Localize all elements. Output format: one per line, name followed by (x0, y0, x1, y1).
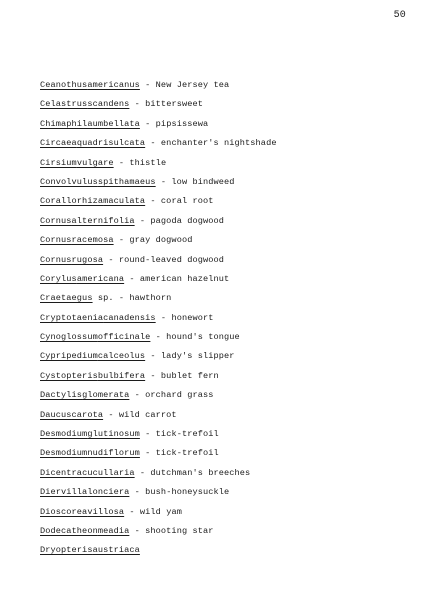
common-name: - shooting star (129, 525, 214, 536)
common-name: - enchanter's nightshade (145, 138, 277, 149)
genus-name: Cystopteris (40, 370, 98, 381)
plant-entry (40, 425, 422, 444)
common-name: - lady's slipper (145, 351, 235, 362)
species-name: quadrisulcata (76, 138, 146, 149)
common-name: - bush-honeysuckle (129, 487, 230, 498)
genus-name: Dodecatheon (40, 525, 98, 536)
plant-entry (40, 76, 422, 95)
genus-name: Cornus (40, 254, 72, 265)
genus-name: Corallorhiza (40, 196, 104, 207)
common-name: - orchard grass (129, 390, 214, 401)
common-name: - low bindweed (155, 176, 235, 187)
species-name: austriaca (92, 545, 140, 556)
genus-name: Corylus (40, 273, 77, 284)
common-name: - hound's tongue (150, 332, 240, 343)
common-name: - pipsissewa (139, 118, 209, 129)
species-name: umbellata (92, 118, 140, 129)
plant-entry (40, 483, 422, 502)
species-name: alternifolia (71, 215, 135, 226)
species-name: calceolus (97, 351, 146, 362)
plant-entry (40, 289, 422, 308)
common-name: - pagoda dogwood (134, 215, 225, 226)
species-name: officinale (97, 332, 151, 343)
plant-entry (40, 134, 422, 153)
common-name: - coral root (145, 196, 214, 207)
species-name: villosa (87, 506, 125, 517)
genus-name: Dryopteris (40, 545, 93, 556)
species-name: glomerata (82, 390, 130, 401)
page-number: 50 (393, 10, 406, 21)
genus-name: Celastrus (40, 99, 88, 110)
genus-name: Convolvulus (40, 176, 98, 187)
genus-name: Dicentra (40, 467, 83, 478)
plant-entry (40, 444, 422, 463)
plant-entry (40, 386, 422, 405)
species-name: lonciera (87, 487, 130, 498)
genus-name: Chimaphila (40, 118, 93, 129)
plant-entry (40, 192, 422, 211)
genus-name: Cornus (40, 215, 72, 226)
plant-entry (40, 503, 422, 522)
species-name: canadensis (103, 312, 156, 323)
common-name: - wild yam (124, 506, 182, 517)
species-name: nudiflorum (87, 448, 140, 459)
species-name: glutinosum (87, 429, 140, 440)
species-name: meadia (97, 525, 130, 536)
plant-entry (40, 406, 422, 425)
species-name: vulgare (76, 157, 114, 168)
genus-name: Cypripedium (40, 351, 98, 362)
species-name: americana (76, 273, 125, 284)
common-name: - wild carrot (103, 409, 177, 420)
genus-name: Ceanothus (40, 80, 88, 90)
species-name: spithamaeus (97, 176, 156, 187)
genus-name: Dioscorea (40, 506, 88, 517)
species-name: carota (71, 409, 104, 420)
plant-entry (40, 367, 422, 386)
plant-entry (40, 522, 422, 541)
plant-entry (40, 541, 422, 560)
common-name: - honewort (155, 312, 214, 323)
plant-entry (40, 464, 422, 483)
genus-name: Cryptotaenia (40, 312, 104, 323)
plant-entry (40, 95, 422, 114)
genus-name: Desmodium (40, 448, 88, 459)
species-name: bulbifera (97, 370, 146, 381)
species-name: cucullaria (82, 467, 135, 478)
plant-entry (40, 231, 422, 250)
species-name: scandens (87, 99, 130, 110)
common-name: - bublet fern (145, 370, 219, 381)
plant-entry (40, 115, 422, 134)
plant-entry (40, 154, 422, 173)
plant-list (40, 76, 422, 561)
plant-entry (40, 173, 422, 192)
common-name: sp. - hawthorn (92, 293, 172, 304)
genus-name: Circaea (40, 138, 77, 149)
species-name: rugosa (71, 254, 104, 265)
genus-name: Cynoglossum (40, 332, 98, 343)
plant-entry (40, 347, 422, 366)
genus-name: Daucus (40, 409, 72, 420)
plant-entry (40, 328, 422, 347)
plant-entry (40, 212, 422, 231)
common-name: - tick-trefoil (139, 448, 219, 459)
plant-entry (40, 270, 422, 289)
plant-entry (40, 309, 422, 328)
common-name: - gray dogwood (113, 235, 193, 246)
genus-name: Desmodium (40, 429, 88, 440)
common-name: - bittersweet (129, 99, 203, 110)
common-name: - tick-trefoil (139, 429, 219, 440)
genus-name: Cornus (40, 235, 72, 246)
common-name: - round-leaved dogwood (103, 254, 225, 265)
species-name: americanus (87, 80, 140, 90)
species-name: maculata (103, 196, 146, 207)
common-name: - dutchman's breeches (134, 467, 251, 478)
common-name: - New Jersey tea (139, 80, 230, 90)
genus-name: Dactylis (40, 390, 83, 401)
species-name: racemosa (71, 235, 114, 246)
genus-name: Cirsium (40, 157, 77, 168)
genus-name: Craetaegus (40, 293, 93, 304)
genus-name: Diervilla (40, 487, 88, 498)
common-name: - thistle (113, 157, 167, 168)
common-name: - american hazelnut (124, 273, 230, 284)
plant-entry (40, 251, 422, 270)
